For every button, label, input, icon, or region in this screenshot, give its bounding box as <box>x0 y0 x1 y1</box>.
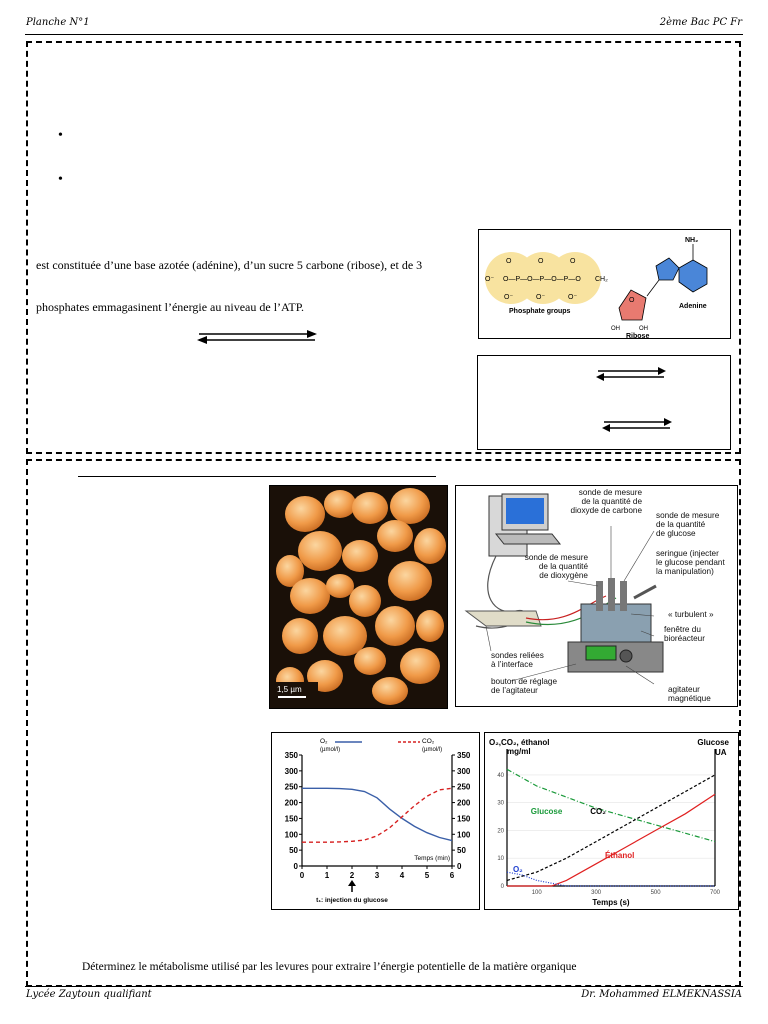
svg-text:O: O <box>506 258 512 265</box>
chart-o2-co2-figure <box>271 732 480 910</box>
y-tick-label-left: 200 <box>284 798 298 808</box>
atp-structure-figure <box>478 229 731 339</box>
glucose-probe-l2: de la quantité <box>656 520 706 529</box>
svg-text:O⁻: O⁻ <box>568 294 578 301</box>
atp-diagram <box>479 230 730 338</box>
y-label-left-2: mg/ml <box>507 747 531 756</box>
y-tick-label: 20 <box>497 828 504 835</box>
reaction-box <box>477 355 731 450</box>
x-tick-label: 0 <box>299 871 305 880</box>
svg-text:sondes reliéesà l’interface <box>491 651 544 669</box>
y-tick-label-right: 200 <box>457 798 471 808</box>
chart-o2-co2 <box>272 733 479 909</box>
svg-text:O: O <box>570 258 576 265</box>
svg-text:bouton de réglagede l’agitateu <box>491 677 557 695</box>
annotation-label: t₁: injection du glucose <box>316 897 388 904</box>
svg-text:O⁻: O⁻ <box>536 294 546 301</box>
y-tick-label-right: 0 <box>457 862 462 871</box>
svg-text:O: O <box>538 258 544 265</box>
x-tick-label: 500 <box>650 890 661 896</box>
y-tick-label-left: 350 <box>284 751 298 760</box>
x-tick-label: 700 <box>709 890 721 896</box>
co2-probe-l3: dioxyde de carbone <box>570 506 642 515</box>
bullet-1: • <box>58 128 63 143</box>
x-tick-label: 5 <box>424 871 430 880</box>
y-tick-label-left: 250 <box>284 782 298 792</box>
y-label-left-1: O₂,CO₂, éthanol <box>489 738 550 747</box>
yeast-cells <box>270 486 447 708</box>
series-line-o2 <box>302 788 452 840</box>
header-rule <box>25 34 743 35</box>
chart-fermentation <box>485 733 738 909</box>
series-label-1: CO₂ <box>590 806 606 816</box>
svg-text:O—P—O—P—O—P—O: O—P—O—P—O—P—O <box>503 276 581 283</box>
scale-bar-label: 1,5 µm <box>277 685 302 694</box>
svg-text:O⁻: O⁻ <box>504 294 514 301</box>
chart-fermentation-figure <box>484 732 739 910</box>
stirrer-l2: magnétique <box>668 694 711 703</box>
legend-o2-unit: (µmol/l) <box>320 747 341 753</box>
footer-rule <box>25 986 743 987</box>
x-tick-label: 100 <box>531 890 542 896</box>
y-label-right-2: UA <box>715 748 727 757</box>
svg-text:seringue (injecterle glucose p <box>656 549 725 576</box>
phosphate-groups-label: Phosphate groups <box>509 308 571 315</box>
svg-text:fenêtre dubioréacteur <box>664 625 705 643</box>
y-tick-label: 0 <box>500 884 504 890</box>
interface-l2: à l’interface <box>491 660 533 669</box>
y-tick-label-right: 100 <box>457 830 471 840</box>
svg-text:O: O <box>629 297 635 304</box>
co2-probe-l2: de la quantité de <box>581 497 642 506</box>
y-tick-label-right: 300 <box>457 766 471 776</box>
series-line-3 <box>507 872 715 886</box>
y-tick-label-left: 100 <box>284 830 298 840</box>
x-tick-label: 6 <box>449 871 455 880</box>
reaction-arrows <box>478 356 730 449</box>
o2-probe-l3: de dioxygène <box>539 571 588 580</box>
knob-l2: de l’agitateur <box>491 686 538 695</box>
x-axis-label: Temps (min) <box>414 855 450 862</box>
turbulent-label: « turbulent » <box>668 610 714 619</box>
legend-o2-name: O₂ <box>320 738 328 745</box>
svg-text:O⁻: O⁻ <box>485 276 495 283</box>
footer-left: Lycée Zaytoun qualifiant <box>26 989 152 1000</box>
glucose-probe-l1: sonde de mesure <box>656 511 720 520</box>
svg-text:sonde de mesurede la quantité <box>571 488 643 515</box>
adenine-label: Adenine <box>679 303 707 310</box>
yeast-micrograph <box>269 485 448 709</box>
bioreactor-diagram <box>456 486 737 706</box>
title-underline <box>78 476 436 477</box>
legend-co2-unit: (µmol/l) <box>422 747 443 753</box>
x-axis-label: Temps (s) <box>592 898 630 907</box>
syringe-l2: le glucose pendant <box>656 558 725 567</box>
y-tick-label-left: 150 <box>284 814 298 824</box>
nh2-label: NH₂ <box>685 237 699 244</box>
x-tick-label: 3 <box>374 871 380 880</box>
svg-text:sonde de mesurede la quantitéd <box>525 553 589 580</box>
syringe-l1: seringue (injecter <box>656 549 719 558</box>
y-tick-label: 10 <box>497 856 504 863</box>
bioreactor-setup-figure <box>455 485 738 707</box>
y-tick-label-left: 300 <box>284 766 298 776</box>
y-tick-label-right: 250 <box>457 782 471 792</box>
glucose-probe-l3: de glucose <box>656 529 696 538</box>
series-label-3: O₂ <box>512 865 523 875</box>
svg-text:agitateurmagnétique <box>668 685 711 703</box>
header-left: Planche N°1 <box>26 17 90 28</box>
y-tick-label-left: 50 <box>289 846 298 856</box>
ch2-label: CH₂ <box>595 276 608 283</box>
y-label-right-1: Glucose <box>697 738 729 747</box>
x-tick-label: 1 <box>324 871 330 880</box>
header-right: 2ème Bac PC Fr <box>659 17 742 28</box>
window-l2: bioréacteur <box>664 634 705 643</box>
o2-probe-l2: de la quantité <box>538 562 588 571</box>
co2-probe-l1: sonde de mesure <box>578 488 642 497</box>
syringe-l3: la manipulation) <box>656 567 714 576</box>
question-text: Déterminez le métabolisme utilisé par les levures pour extraire l’énergie potentielle de la matière organique <box>82 961 577 973</box>
stirrer-l1: agitateur <box>668 685 700 694</box>
window-l1: fenêtre du <box>664 625 701 634</box>
atp-text-line-2: phosphates emmagasinent l’énergie au niveau de l’ATP. <box>36 300 305 314</box>
ribose-label: Ribose <box>626 333 650 338</box>
legend-co2-name: CO₂ <box>422 738 435 745</box>
interface-l1: sondes reliées <box>491 651 544 660</box>
footer-right: Dr. Mohammed ELMEKNASSIA <box>581 989 742 1000</box>
y-tick-label-right: 350 <box>457 751 471 760</box>
annotation-arrow-head <box>348 880 356 886</box>
series-label-0: Glucose <box>530 806 563 816</box>
x-tick-label: 2 <box>349 871 355 880</box>
y-tick-label-right: 150 <box>457 814 471 824</box>
x-tick-label: 4 <box>399 871 405 880</box>
equilibrium-arrow <box>195 329 320 345</box>
svg-text:OH: OH <box>639 326 648 332</box>
svg-text:sonde de mesurede la quantitéd <box>656 511 720 538</box>
o2-probe-l1: sonde de mesure <box>524 553 588 562</box>
svg-text:OH: OH <box>611 326 620 332</box>
series-line-0 <box>507 769 715 841</box>
x-tick-label: 300 <box>591 890 602 896</box>
y-tick-label: 40 <box>497 772 504 779</box>
bullet-2: • <box>58 172 63 187</box>
series-label-2: Éthanol <box>605 851 635 861</box>
y-tick-label-left: 0 <box>293 862 298 871</box>
series-line-1 <box>507 775 715 881</box>
y-tick-label: 30 <box>497 800 504 807</box>
knob-l1: bouton de réglage <box>491 677 558 686</box>
atp-text-line-1: est constituée d’une base azotée (adénine), d’un sucre 5 carbone (ribose), et de 3 <box>36 258 423 272</box>
y-tick-label-right: 50 <box>457 846 466 856</box>
